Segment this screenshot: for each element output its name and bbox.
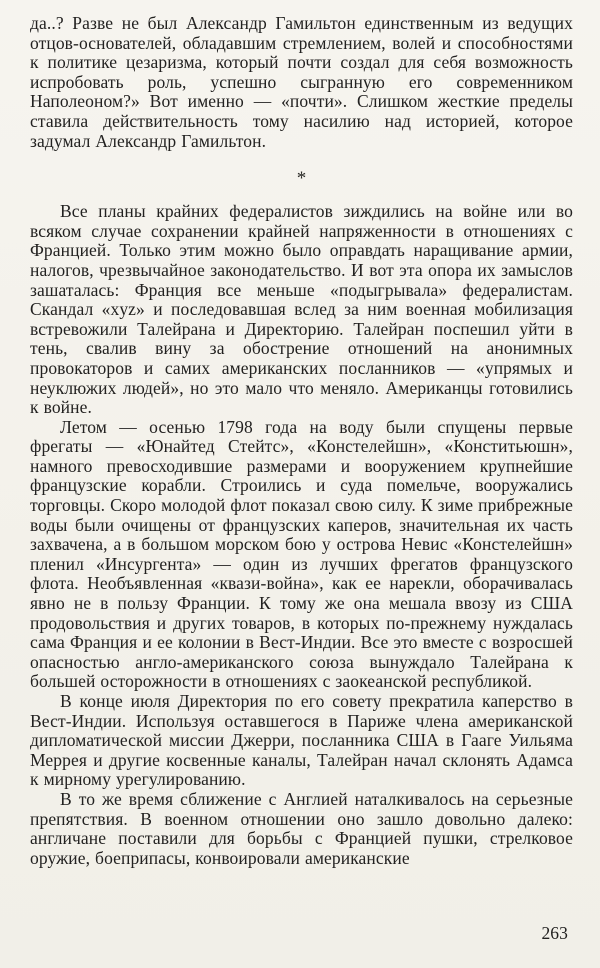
paragraph: Летом — осенью 1798 года на воду были спущены первые фрегаты — «Юнайтед Стейтс», «Констелейшн», «Конститьюшн», намного превосходившие размерами и вооружением крупнейшие французские корабли. Строились и суда помельче, вооружались торговцы. Скоро молодой флот показал свою силу. К зиме прибрежные воды были очищены от французских каперов, значительная их часть захвачена, а в большом морском бою у острова Невис «Констелейшн» пленил «Инсургента» — один из лучших фрегатов французского флота. Необъявленная «квази-война», как ее нарекли, оборачивалась явно не в пользу Франции. К тому же она мешала ввозу из США продовольствия и других товаров, в которых по-прежнему нуждалась сама Франция и ее колонии в Вест-Индии. Все это вместе с возросшей опасностью англо-американского союза вынуждало Талейрана к большей осторожности в отношениях с заокеанской республикой. — [30, 416, 573, 692]
paragraph: В конце июля Директория по его совету прекратила каперство в Вест-Индии. Используя оставшегося в Париже члена американской дипломатической миссии Джерри, посланника США в Гааге Уильяма Меррея и другие косвенные каналы, Талейран начал склонять Адамса к мирному урегулированию. — [30, 691, 573, 790]
page-number: 263 — [541, 923, 568, 944]
paragraph: Все планы крайних федералистов зиждились на войне или во всяком случае сохранении крайней напряженности в отношениях с Францией. Только этим можно было оправдать наращивание армии, налогов, чрезвычайное законодательство. И вот эта опора их замыслов зашаталась: Франция все меньше «подыгрывала» федералистам. Скандал «xyz» и последовавшая вслед за ним военная мобилизация встревожили Талейрана и Директорию. Талейран поспешил уйти в тень, свалив вину за обострение отношений на анонимных провокаторов и самих американских посланников — «упрямых и неуклюжих людей», но это мало что меняло. Американцы готовились к войне. — [30, 201, 573, 418]
section-separator-asterisk: * — [296, 168, 307, 190]
paragraph-continuation: да..? Разве не был Александр Гамильтон единственным из ведущих отцов-основателей, обладавшим стремлением, волей и способностями к политике цезаризма, который почти создал для себя возможность испробовать роль, успешно сыгранную его современником Наполеоном?» Вот именно — «почти». Слишком жесткие пределы ставила действительность тому насилию над историей, которое задумал Александр Гамильтон. — [30, 13, 573, 151]
paragraph: В то же время сближение с Англией наталкивалось на серьезные препятствия. В военном отношении оно зашло довольно далеко: англичане поставили для борьбы с Францией пушки, стрелковое оружие, боеприпасы, конвоировали американские — [30, 788, 573, 868]
